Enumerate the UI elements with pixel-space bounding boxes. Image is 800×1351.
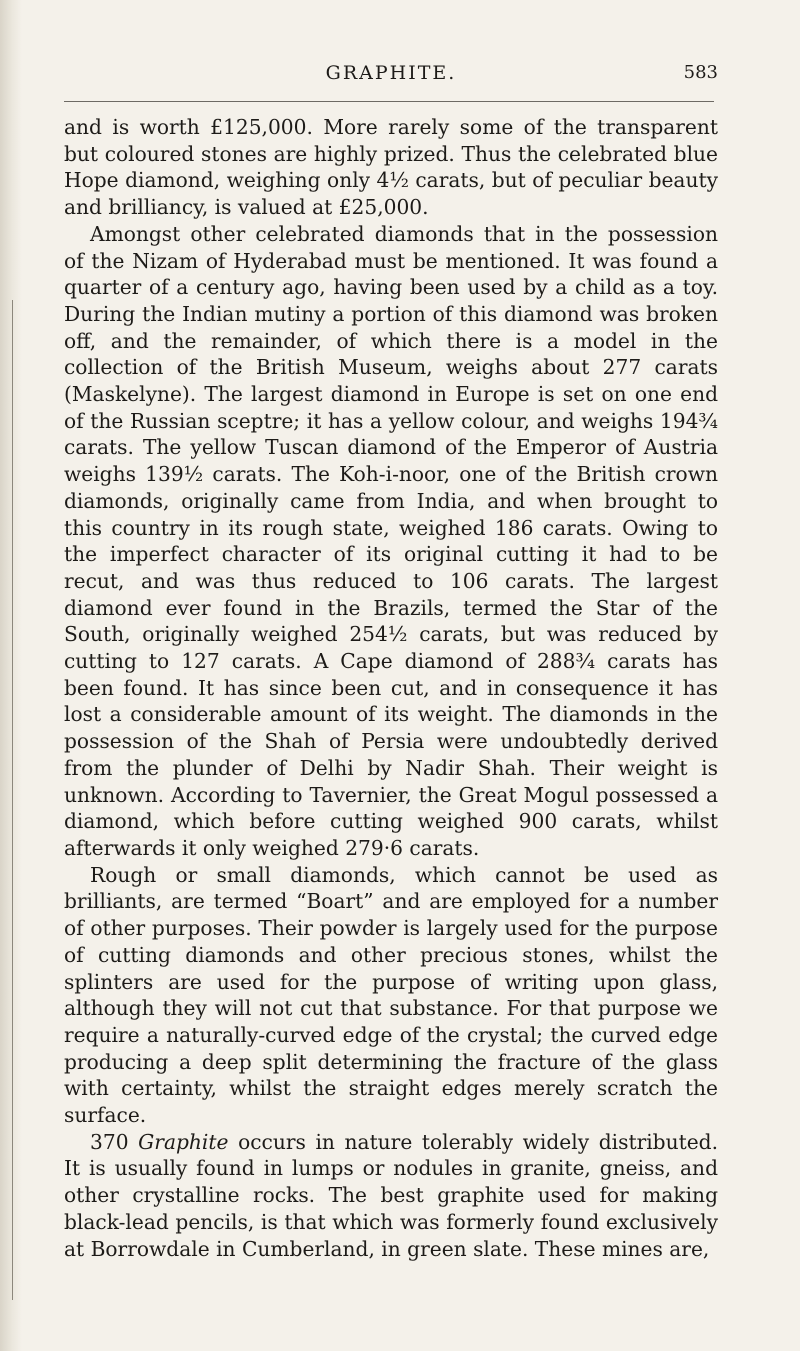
section-number: 370 [90, 1129, 129, 1154]
page-header [64, 62, 718, 96]
paragraph-graphite [64, 1129, 718, 1263]
body-text [64, 114, 718, 1262]
page-left-edge-shadow [0, 0, 22, 1351]
paragraph-text: Rough or small diamonds, which cannot be used as brilliants, are termed “Boart” and are employed for a number of other purposes. Their powder is largely used for the purpose of cutting diamonds and other precious stones, whilst the splinters are used for the purpose of writing upon glass, although they will not cut that substance. For that purpose we require a naturally-curved edge of the crystal; the curved edge producing a deep split determining the fracture of the glass with certainty, whilst the straight edges merely scratch the surface. [64, 862, 718, 1128]
running-title: GRAPHITE. [325, 62, 457, 84]
paragraph-celebrated-diamonds [64, 221, 718, 862]
paragraph-text: occurs in nature tolerably widely distributed. It is usually found in lumps or nodules in granite, gneiss, and other crystalline rocks. The best graphite used for making black-lead pencils, is that which was formerly found exclusively at Borrowdale in Cumberland, in green slate. These mines are, [64, 1129, 719, 1261]
left-margin-rule [12, 300, 13, 1300]
paragraph-boart [64, 862, 718, 1129]
paragraph-text: Amongst other celebrated diamonds that in the possession of the Nizam of Hyderabad must be mentioned. It was found a quarter of a century ago, having been used by a child as a toy. During the Indian mutiny a portion of this diamond was broken off, and the remainder, of which there is a model in the collection of the British Museum, weighs about 277 carats (Maskelyne). The largest diamond in Europe is set on one end of the Russian sceptre; it has a yellow colour, and weighs 194¾ carats. The yellow Tuscan diamond of the Emperor of Austria weighs 139½ carats. The Koh-i-noor, one of the British crown diamonds, originally came from India, and when brought to this country in its rough state, weighed 186 carats. Owing to the imperfect character of its original cutting it had to be recut, and was thus reduced to 106 carats. The largest diamond ever found in the Brazils, termed the Star of the South, originally weighed 254½ carats, but was reduced by cutting to 127 carats. A Cape diamond of 288¾ carats has been found. It has since been cut, and in consequence it has lost a considerable amount of its weight. The diamonds in the possession of the Shah of Persia were undoubtedly derived from the plunder of Delhi by Nadir Shah. Their weight is unknown. According to Tavernier, the Great Mogul possessed a diamond, which before cutting weighed 900 carats, whilst afterwards it only weighed 279·6 carats. [64, 221, 718, 860]
header-rule [64, 101, 714, 102]
section-term: Graphite [138, 1129, 229, 1154]
paragraph-continuation [64, 114, 718, 221]
paragraph-text: and is worth £125,000. More rarely some of the transparent but coloured stones are highly prized. Thus the celebrated blue Hope diamond, weighing only 4½ carats, but of peculiar beauty and brilliancy, is valued at £25,000. [64, 115, 718, 220]
page-number: 583 [683, 62, 718, 83]
